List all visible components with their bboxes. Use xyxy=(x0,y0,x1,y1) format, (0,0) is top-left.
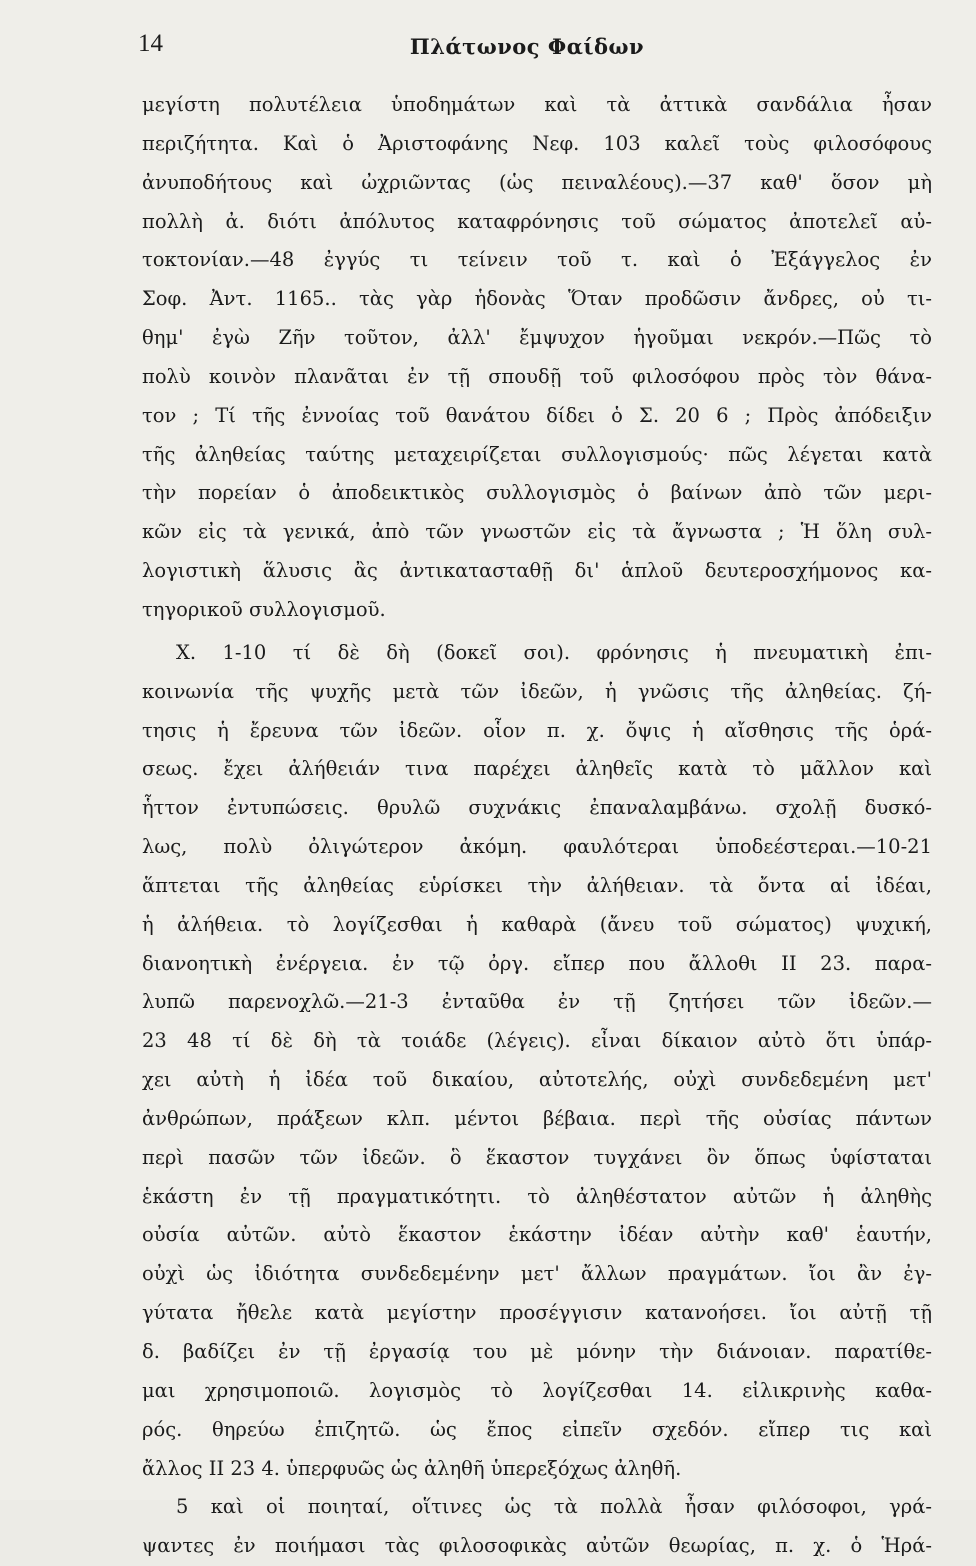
text-line: τησις ἡ ἔρευνα τῶν ἰδεῶν. οἷον π. χ. ὄψις ἡ αἴσθησις τῆς ὁρά- xyxy=(142,718,932,742)
page-number: 14 xyxy=(138,30,163,57)
text-line: λογιστικὴ ἅλυσις ἂς ἀντικατασταθῇ δι' ἁπλοῦ δευτεροσχήμονος κα- xyxy=(142,559,932,583)
section-start-line: Χ. 1-10 τί δὲ δὴ (δοκεῖ σοι). φρόνησις ἡ πνευματικὴ ἐπι- xyxy=(176,640,932,664)
text-line: κοινωνία τῆς ψυχῆς μετὰ τῶν ἰδεῶν, ἡ γνῶσις τῆς ἀληθείας. ζή- xyxy=(142,679,932,703)
text-line: οὐχὶ ὡς ἰδιότητα συνδεδεμένην μετ' ἄλλων πραγμάτων. ἴοι ἂν ἐγ- xyxy=(142,1262,932,1286)
text-line: ἑκάστη ἐν τῇ πραγματικότητι. τὸ ἀληθέστατον αὐτῶν ἡ ἀληθὴς xyxy=(142,1184,932,1208)
text-line: ψαντες ἐν ποιήμασι τὰς φιλοσοφικὰς αὐτῶν θεωρίας, π. χ. ὁ Ἡρά- xyxy=(142,1534,932,1558)
text-line: χει αὐτὴ ἡ ἰδέα τοῦ δικαίου, αὐτοτελής, οὐχὶ συνδεδεμένη μετ' xyxy=(142,1068,932,1092)
text-line: ἀνθρώπων, πράξεων κλπ. μέντοι βέβαια. περὶ τῆς οὐσίας πάντων xyxy=(142,1106,932,1130)
section-start-line: 5 καὶ οἱ ποιηταί, οἵτινες ὡς τὰ πολλὰ ἦσαν φιλόσοφοι, γρά- xyxy=(176,1495,932,1519)
text-line: ἅπτεται τῆς ἀληθείας εὑρίσκει τὴν ἀλήθειαν. τὰ ὄντα αἱ ἰδέαι, xyxy=(142,873,932,897)
text-line: δ. βαδίζει ἐν τῇ ἐργασίᾳ του μὲ μόνην τὴν διάνοιαν. παρατίθε- xyxy=(142,1340,932,1363)
text-line: τον ; Τί τῆς ἐννοίας τοῦ θανάτου δίδει ὁ Σ. 20 6 ; Πρὸς ἀπόδειξιν xyxy=(142,403,932,427)
running-title: Πλάτωνος Φαίδων xyxy=(409,34,645,59)
text-line: τηγορικοῦ συλλογισμοῦ. xyxy=(142,597,386,621)
text-line: πολλὴ ἀ. διότι ἀπόλυτος καταφρόνησις τοῦ σώματος ἀποτελεῖ αὐ- xyxy=(142,209,932,233)
text-line: τοκτονίαν.—48 ἐγγύς τι τείνειν τοῦ τ. καὶ ὁ Ἐξάγγελος ἐν xyxy=(142,248,932,272)
text-line: πολὺ κοινὸν πλανᾶται ἐν τῇ σπουδῇ τοῦ φιλοσόφου πρὸς τὸν θάνα- xyxy=(142,364,932,388)
text-line: διανοητικὴ ἐνέργεια. ἐν τῷ ὀργ. εἴπερ που ἄλλοθι ΙΙ 23. παρα- xyxy=(142,951,932,975)
text-line: μεγίστη πολυτέλεια ὑποδημάτων καὶ τὰ ἀττικὰ σανδάλια ἦσαν xyxy=(142,93,932,116)
text-line: ρός. θηρεύω ἐπιζητῶ. ὡς ἔπος εἰπεῖν σχεδόν. εἴπερ τις καὶ xyxy=(142,1417,932,1441)
text-line: ἡ ἀλήθεια. τὸ λογίζεσθαι ἡ καθαρὰ (ἄνευ τοῦ σώματος) ψυχική, xyxy=(142,912,932,936)
text-line: θημ' ἐγὼ Ζῆν τοῦτον, ἀλλ' ἔμψυχον ἡγοῦμαι νεκρόν.—Πῶς τὸ xyxy=(142,326,932,350)
text-line: ἀνυποδήτους καὶ ὠχριῶντας (ὡς πειναλέους).—37 καθ' ὅσον μὴ xyxy=(142,170,932,194)
text-line: ἄλλος ΙΙ 23 4. ὑπερφυῶς ὡς ἀληθῆ ὑπερεξόχως ἀληθῆ. xyxy=(142,1456,682,1480)
text-line: οὐσία αὐτῶν. αὐτὸ ἕκαστον ἑκάστην ἰδέαν αὐτὴν καθ' ἑαυτήν, xyxy=(142,1223,932,1247)
text-line: 23 48 τί δὲ δὴ τὰ τοιάδε (λέγεις). εἶναι δίκαιον αὐτὸ ὅτι ὑπάρ- xyxy=(142,1029,932,1053)
text-line: γύτατα ἤθελε κατὰ μεγίστην προσέγγισιν κατανοήσει. ἴοι αὐτῇ τῇ xyxy=(142,1301,932,1325)
text-line: λυπῶ παρενοχλῶ.—21-3 ἐνταῦθα ἐν τῇ ζητήσει τῶν ἰδεῶν.— xyxy=(142,990,932,1014)
text-line: Σοφ. Ἀντ. 1165.. τὰς γὰρ ἡδονὰς Ὅταν προδῶσιν ἄνδρες, οὐ τι- xyxy=(142,287,932,311)
text-line: τῆς ἀληθείας ταύτης μεταχειρίζεται συλλογισμούς· πῶς λέγεται κατὰ xyxy=(142,442,932,466)
text-line: κῶν εἰς τὰ γενικά, ἀπὸ τῶν γνωστῶν εἰς τὰ ἄγνωστα ; Ἡ ὅλη συλ- xyxy=(142,520,932,544)
text-line: σεως. ἔχει ἀλήθειάν τινα παρέχει ἀληθεῖς κατὰ τὸ μᾶλλον καὶ xyxy=(142,757,932,781)
commentary-text xyxy=(142,86,932,1566)
text-line: μαι χρησιμοποιῶ. λογισμὸς τὸ λογίζεσθαι 14. εἰλικρινὴς καθα- xyxy=(142,1378,932,1402)
text-line: περὶ πασῶν τῶν ἰδεῶν. ὃ ἕκαστον τυγχάνει ὂν ὅπως ὑφίσταται xyxy=(142,1145,932,1169)
text-line: περιζήτητα. Καὶ ὁ Ἀριστοφάνης Νεφ. 103 καλεῖ τοὺς φιλοσόφους xyxy=(142,131,932,155)
text-line: ἧττον ἐντυπώσεις. θρυλῶ συχνάκις ἐπαναλαμβάνω. σχολῇ δυσκό- xyxy=(142,796,932,820)
running-head xyxy=(138,22,916,72)
text-line: λως, πολὺ ὀλιγώτερον ἀκόμη. φαυλότεραι ὑποδεέστεραι.—10-21 xyxy=(142,835,932,859)
text-line: τὴν πορείαν ὁ ἀποδεικτικὸς συλλογισμὸς ὁ βαίνων ἀπὸ τῶν μερι- xyxy=(142,481,932,505)
